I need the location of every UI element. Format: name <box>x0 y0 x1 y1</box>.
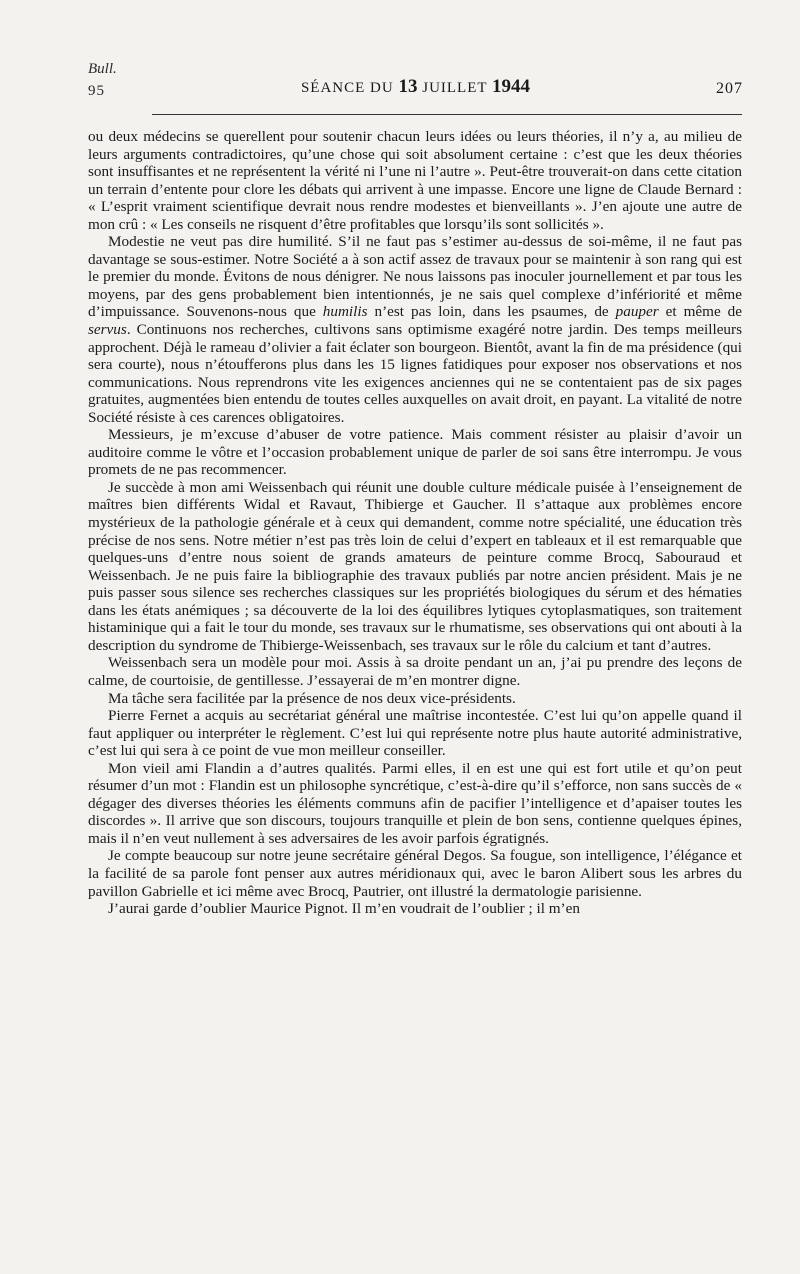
running-header <box>88 76 743 102</box>
text-segment: Weissenbach sera un modèle pour moi. Assis à sa droite pendant un an, j’ai pu prendre des leçons de calme, de courtoisie, de gentillesse. J’essayerai de m’en montrer digne. <box>88 654 742 689</box>
text-segment: n’est pas loin, dans les psaumes, de <box>367 303 616 321</box>
paragraph <box>88 654 742 689</box>
body-text <box>88 128 742 918</box>
italic-term: humilis <box>322 303 368 321</box>
header-rule <box>152 114 742 115</box>
paragraph <box>88 479 742 654</box>
paragraph <box>88 426 742 479</box>
paragraph <box>88 690 742 708</box>
text-segment: . Continuons nos recherches, cultivons sans optimisme exagéré notre jardin. Des temps meilleurs approchent. Déjà le rameau d’olivier a fait éclater son bourgeon. Bientôt, avant la fin de ma présidence (qui sera courte), nous n’étoufferons plus dans les 15 lignes fatidiques pour exposer nos observations et nos communications. Nous reprendrons vite les exigences anciennes qui ne se contentaient pas de six pages gratuites, augmentées bien entendu de toutes celles auxquelles on avait droit, en payant. La vitalité de notre Société résiste à ces carences obligatoires. <box>88 321 742 426</box>
header-title-year: 1944 <box>492 76 531 97</box>
header-title-month: JUILLET <box>422 80 488 96</box>
text-segment: Ma tâche sera facilitée par la présence de nos deux vice-présidents. <box>108 689 516 707</box>
paragraph <box>88 900 742 918</box>
header-title-day: 13 <box>398 76 418 97</box>
text-segment: et même de <box>658 303 742 321</box>
text-segment: Modestie ne veut pas dire humilité. S’il ne faut pas s’estimer au-dessus de soi-même, il ne faut pas davantage se sous-estimer. Notre Société a à son actif assez de travaux pour se maintenir à son rang qui est le premier du monde. Évitons de nous dénigrer. Ne nous laissons pas inoculer journellement et par tous les moyens, par des gens probablement bien intentionnés, je ne sais quel complexe d’infériorité et même d’impuissance. Souvenons-nous que <box>88 233 742 321</box>
paragraph <box>88 707 742 760</box>
text-segment: Je compte beaucoup sur notre jeune secrétaire général Degos. Sa fougue, son intelligence, l’élégance et la facilité de sa parole font penser aux autres méridionaux qui, avec le baron Alibert sous les arbres du pavillon Gabrielle et ici même avec Brocq, Pautrier, ont illustré la dermatologie parisienne. <box>88 847 742 900</box>
italic-term: servus <box>88 321 127 339</box>
bulletin-label: Bull. <box>88 61 117 77</box>
text-segment: J’aurai garde d’oublier Maurice Pignot. Il m’en voudrait de l’oublier ; il m’en <box>108 900 580 918</box>
bulletin-number: 95 <box>88 83 105 99</box>
italic-term: pauper <box>615 303 659 321</box>
text-segment: Pierre Fernet a acquis au secrétariat général une maîtrise incontestée. C’est lui qu’on appelle quand il faut appliquer ou interpréter le règlement. C’est lui qui représente notre plus haute autorité administrative, c’est lui qui sera à ce point de vue mon meilleur conseiller. <box>88 707 742 760</box>
paragraph <box>88 847 742 900</box>
page-number: 207 <box>716 80 743 97</box>
text-segment: ou deux médecins se querellent pour soutenir chacun leurs idées ou leurs théories, il n’y a, au milieu de leurs arguments contradictoires, qu’une chose qui soit absolument certaine : c’est que les deux théories sont insuffisantes et ne représentent la vérité ni l’une ni l’autre ». Peut-être trouverait-on dans cette citation un terrain d’entente pour clore les débats qui arrivent à une impasse. Encore une ligne de Claude Bernard : « L’esprit vraiment scientifique devrait nous rendre modestes et bienveillants ». J’en ajoute une autre de mon crû : « Les conseils ne risquent d’être profitables que lorsqu’ils sont sollicités ». <box>88 128 742 233</box>
text-segment: Mon vieil ami Flandin a d’autres qualités. Parmi elles, il en est une qui est fort utile et qu’on peut résumer d’un mot : Flandin est un philosophe syncrétique, c’est-à-dire qu’il s’efforce, non sans succès de « dégager des diverses théories les éléments communs afin de pacifier l’intelligence et d’apaiser toutes les discordes ». Il arrive que son discours, toujours tranquille et plein de bon sens, contienne quelques épines, mais il n’en veut nullement à ses adversaires de les avoir parfois égratignés. <box>88 759 742 847</box>
paragraph <box>88 760 742 848</box>
text-segment: Messieurs, je m’excuse d’abuser de votre patience. Mais comment résister au plaisir d’avoir un auditoire comme le vôtre et l’occasion probablement unique de parler de soi sans être interrompu. Je vous promets de ne pas recommencer. <box>88 426 742 479</box>
header-title-prefix: SÉANCE DU <box>300 80 394 96</box>
paragraph <box>88 233 742 426</box>
text-segment: Je succède à mon ami Weissenbach qui réunit une double culture médicale puisée à l’enseignement de maîtres bien différents Widal et Ravaut, Thibierge et Gaucher. Il s’attaque aux problèmes encore mystérieux de la pathologie générale et à ceux qui demandent, comme notre spécialité, une éducation très précise de nos sens. Notre métier n’est pas très loin de celui d’expert en tableaux et il est remarquable que quelques-uns d’entre nous soient de grands amateurs de peinture comme Brocq, Sabouraud et Weissenbach. Je ne puis faire la bibliographie des travaux publiés par notre ancien président. Mais je ne puis passer sous silence ses recherches classiques sur les propriétés biologiques du sérum et des hématies dans les états anémiques ; sa découverte de la loi des équilibres lytiques cytoplasmatiques, son traitement histaminique qui a fait le tour du monde, ses travaux sur le rhumatisme, ses observations qui ont abouti à la description du syndrome de Thibierge-Weissenbach, ses travaux sur le rôle du calcium et tant d’autres. <box>88 478 742 654</box>
paragraph <box>88 128 742 233</box>
